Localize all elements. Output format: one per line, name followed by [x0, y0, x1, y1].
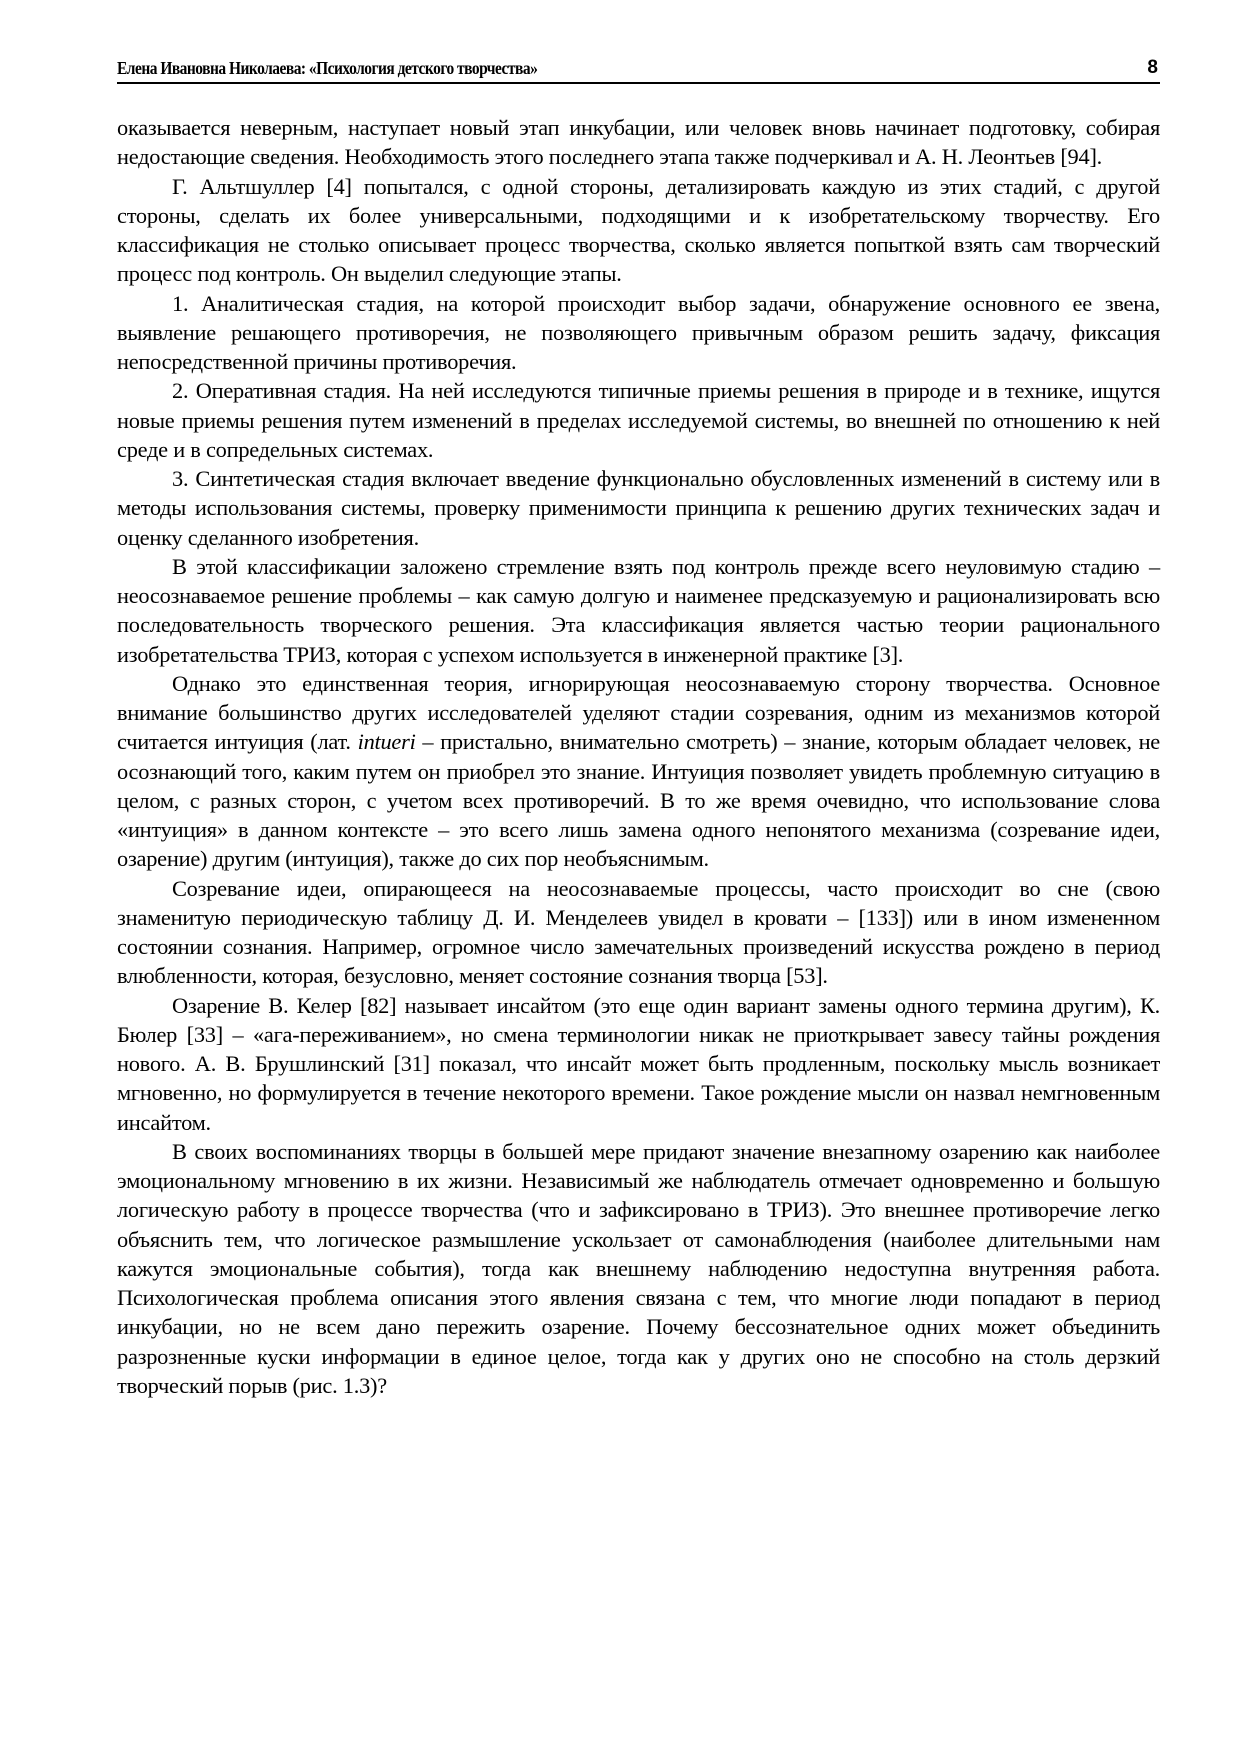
paragraph: Озарение В. Келер [82] называет инсайтом (это еще один вариант замены одного термина другим), К. Бюлер [33] – «ага-переживанием», но смена терминологии никак не приоткрывает завесу тайны рождения нового. А. В. Брушлинский [31] показал, что инсайт может быть продленным, поскольку мысль возникает мгновенно, но формулируется в течение некоторого времени. Такое рождение мысли он назвал немгновенным инсайтом. — [117, 992, 1160, 1135]
paragraph: 3. Синтетическая стадия включает введение функционально обусловленных изменений в систему или в методы использования системы, проверку применимости принципа к решению других технических задач и оценку сделанного изобретения. — [117, 466, 1160, 550]
paragraph: 1. Аналитическая стадия, на которой происходит выбор задачи, обнаружение основного ее звена, выявление решающего противоречия, не позволяющего привычным образом решить задачу, фиксация непосредственной причины противоречия. — [117, 290, 1160, 374]
paragraph: Созревание идеи, опирающееся на неосознаваемые процессы, часто происходит во сне (свою знаменитую периодическую таблицу Д. И. Менделеев увидел в кровати – [133]) или в ином измененном состоянии сознания. Например, огромное число замечательных произведений искусства рождено в период влюбленности, которая, безусловно, меняет состояние сознания творца [53]. — [117, 875, 1160, 989]
paragraph: В своих воспоминаниях творцы в большей мере придают значение внезапному озарению как наиболее эмоциональному мгновению в их жизни. Независимый же наблюдатель отмечает одновременно и большую логическую работу в процессе творчества (что и зафиксировано в ТРИЗ). Это внешнее противоречие легко объяснить тем, что логическое размышление ускользает от самонаблюдения (наиболее длительными нам кажутся эмоциональные события), тогда как внешнему наблюдению недоступна внутренняя работа. Психологическая проблема описания этого явления связана с тем, что многие люди попадают в период инкубации, но не всем дано пережить озарение. Почему бессознательное одних может объединить разрозненные куски информации в единое целое, тогда как у других оно не способно на столь дерзкий творческий порыв (рис. 1.3)? — [117, 1138, 1160, 1398]
paragraph: Г. Альтшуллер [4] попытался, с одной стороны, детализировать каждую из этих стадий, с другой стороны, сделать их более универсальными, подходящими и к изобретательскому творчеству. Его классификация не столько описывает процесс творчества, сколько является попыткой взять сам творческий процесс под контроль. Он выделил следующие этапы. — [117, 173, 1160, 287]
body-text — [117, 113, 1160, 1400]
paragraph: оказывается неверным, наступает новый этап инкубации, или человек вновь начинает подготовку, собирая недостающие сведения. Необходимость этого последнего этапа также подчеркивал и А. Н. Леонтьев [94]. — [117, 115, 1160, 170]
latin-term: intueri — [357, 729, 416, 755]
text-run: Однако это единственная теория, игнорирующая неосознаваемую сторону творчества. Основное внимание большинство других исследователей уделяют стадии созревания, одним из механизмов которой считается интуиция (лат. — [117, 670, 1160, 755]
running-header — [117, 56, 1160, 84]
paragraph: В этой классификации заложено стремление взять под контроль прежде всего неуловимую стадию – неосознаваемое решение проблемы – как самую долгую и наименее предсказуемую и рационализировать всю последовательность творческого решения. Эта классификация является частью теории рационального изобретательства ТРИЗ, которая с успехом используется в инженерной практике [3]. — [117, 553, 1160, 667]
paragraph: 2. Оперативная стадия. На ней исследуются типичные приемы решения в природе и в технике, ищутся новые приемы решения путем изменений в пределах исследуемой системы, во внешней по отношению к ней среде и в сопредельных системах. — [117, 378, 1160, 462]
text-run: – пристально, внимательно смотреть) – знание, которым обладает человек, не осознающий того, каким путем он приобрел это знание. Интуиция позволяет увидеть проблемную ситуацию в целом, с разных сторон, с учетом всех противоречий. В то же время очевидно, что использование слова «интуиция» в данном контексте – это всего лишь замена одного непонятого механизма (созревание идеи, озарение) другим (интуиция), также до сих пор необъяснимым. — [117, 729, 1160, 872]
paragraph — [117, 669, 1160, 874]
header-title: Елена Ивановна Николаева: «Психология детского творчества» — [117, 58, 538, 78]
page-number: 8 — [1147, 57, 1158, 78]
